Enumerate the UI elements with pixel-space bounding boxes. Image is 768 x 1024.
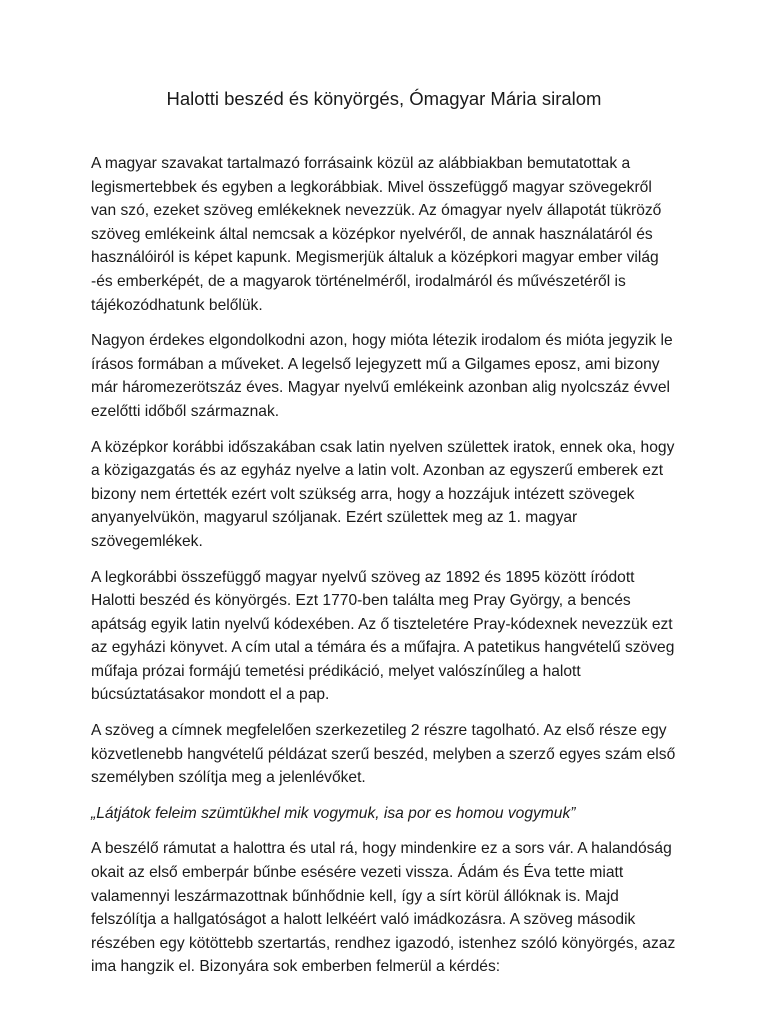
- paragraph-latin-language: A középkor korábbi időszakában csak latin nyelven születtek iratok, ennek oka, hogy a közigazgatás és az egyház nyelve a latin volt. Azonban az egyszerű emberek ezt bizony nem értették ezért volt szükség arra, hogy a hozzájuk intézett szövegek anyanyelvükön, magyarul szóljanak. Ezért születtek meg az 1. magyar szövegemlékek.: [91, 438, 675, 550]
- paragraph-literature-history: Nagyon érdekes elgondolkodni azon, hogy mióta létezik irodalom és mióta jegyzik le írásos formában a műveket. A legelső lejegyzett mű a Gilgames eposz, ami bizony már háromezerötszáz éves. Magyar nyelvű emlékeink azonban alig nyolcszáz évvel ezelőtti időből származnak.: [91, 332, 673, 420]
- document-title: Halotti beszéd és könyörgés, Ómagyar Mária siralom: [166, 88, 602, 109]
- paragraph-halotti-beszed: A legkorábbi összefüggő magyar nyelvű szöveg az 1892 és 1895 között íródott Halotti beszéd és könyörgés. Ezt 1770-ben találta meg Pray György, a bencés apátság egyik latin nyelvű kódexében. Az ő tiszteletére Pray-kódexnek nevezzük ezt az egyházi könyvet. A cím utal a témára és a műfajra. A patetikus hangvételű szöveg műfaja prózai formájú temetési prédikáció, melyet valószínűleg a halott búcsúztatásakor mondott el a pap.: [91, 568, 675, 704]
- paragraph-final: A beszélő rámutat a halottra és utal rá, hogy mindenkire ez a sors vár. A halandóság okait az első emberpár bűnbe esésére vezeti vissza. Ádám és Éva tette miatt valamennyi leszármazottnak bűnhődnie kell, így a sírt körül állóknak is. Majd felszólítja a hallgatóságot a halott lelkéért való imádkozásra. A szöveg második részében egy kötöttebb szertartás, rendhez igazodó, istenhez szóló könyörgés, azaz ima hangzik el. Bizonyára sok emberben felmerül a kérdés:: [91, 840, 676, 976]
- paragraph-intro: A magyar szavakat tartalmazó forrásaink közül az alábbiakban bemutatottak a legismertebbek és egyben a legkorábbiak. Mivel összefüggő magyar szövegekről van szó, ezeket szöveg emlékeknek nevezzük. Az ómagyar nyelv állapotát tükröző szöveg emlékeink által nemcsak a középkor nyelvéről, de annak használatáról és használóiról is képet kapunk. Megismerjük általuk a középkori magyar ember világ -és emberképét, de a magyarok történelméről, irodalmáról és művészetéről is tájékozódhatunk belőlük.: [91, 155, 662, 314]
- quote: „Látjátok feleim szümtükhel mik vogymuk, isa por es homou vogymuk”: [91, 804, 576, 822]
- document-body: [91, 152, 681, 991]
- paragraph-structure: A szöveg a címnek megfelelően szerkezetileg 2 részre tagolható. Az első része egy közvetlenebb hangvételű példázat szerű beszéd, melyben a szerző egyes szám első személyben szólítja meg a jelenlévőket.: [91, 722, 676, 787]
